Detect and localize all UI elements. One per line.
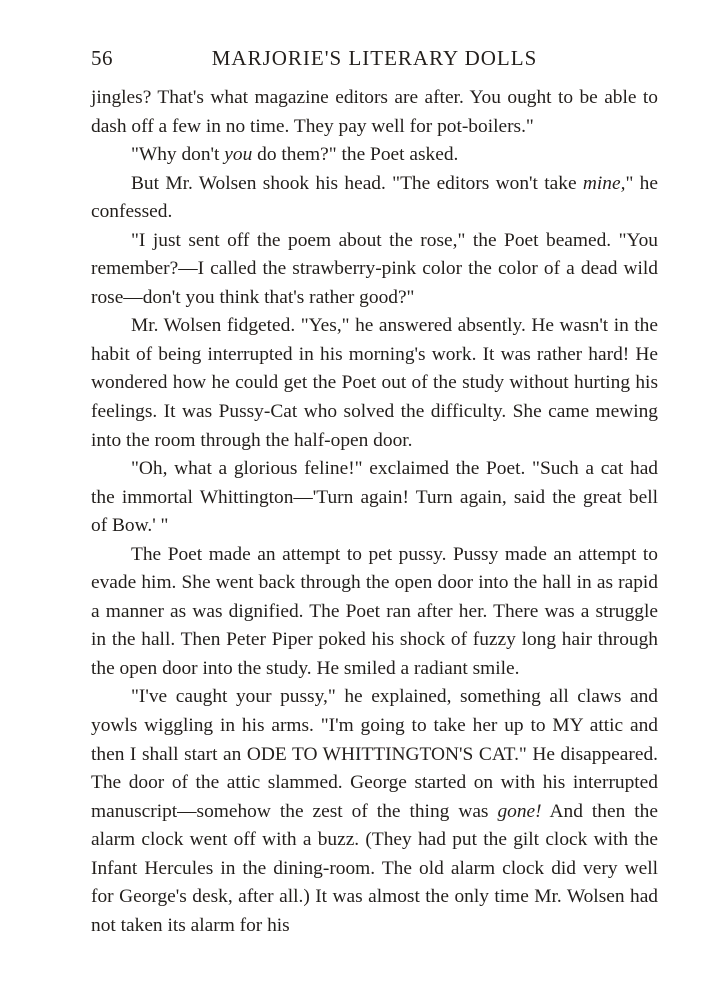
running-head: MARJORIE'S LITERARY DOLLS [211,46,538,70]
text-run: Mr. Wolsen fidgeted. "Yes," he answered absently. He wasn't in the habit of being interrupted in his morning's work. It was rather hard! He wondered how he could get the Poet out of the study without hurting his feelings. It was Pussy-Cat who solved the difficulty. She came mewing into the room through the half-open door. [91,315,658,451]
text-run: jingles? That's what magazine editors are after. You ought to be able to dash off a few in no time. They pay well for pot-boilers." [91,87,658,137]
text-run: "I've caught your pussy," he explained, something all claws and yowls wiggling in his arms. "I'm going to take her up to MY attic and then I shall start an ODE TO WHITTINGTON'S CAT." He disappeared. The door of the attic slammed. George started on with his interrupted manuscript—somehow the zest of the thing was [91,686,658,822]
text-run: "Oh, what a glorious feline!" exclaimed the Poet. "Such a cat had the immortal Whittington—'Turn again! Turn again, said the great bell of Bow.' " [91,458,658,537]
text-run: "Why don't [131,144,225,166]
paragraph [91,683,658,940]
italic-emphasis: mine, [582,172,626,194]
paragraph [91,312,658,455]
italic-emphasis: you [224,144,253,166]
text-run: do them?" the Poet asked. [252,144,459,166]
paragraph [91,541,658,684]
text-run: "I just sent off the poem about the rose," the Poet beamed. "You remember?—I called the strawberry-pink color the color of a dead wild rose—don't you think that's rather good?" [91,229,658,308]
page-header [91,46,658,76]
paragraph [91,141,658,170]
text-run: And then the alarm clock went off with a buzz. (They had put the gilt clock with the Infant Hercules in the dining-room. The old alarm clock did very well for George's desk, after all.) It was almost the only time Mr. Wolsen had not taken its alarm for his [91,800,658,936]
body-text [91,84,658,940]
text-run: The Poet made an attempt to pet pussy. Pussy made an attempt to evade him. She went back through the open door into the hall in as rapid a manner as was dignified. The Poet ran after her. There was a struggle in the hall. Then Peter Piper poked his shock of fuzzy long hair through the open door into the study. He smiled a radiant smile. [91,543,658,679]
italic-emphasis: gone! [497,800,542,822]
paragraph [91,455,658,541]
page-number: 56 [91,46,113,70]
text-run: But Mr. Wolsen shook his head. "The editors won't take [131,172,583,194]
paragraph [91,84,658,141]
paragraph [91,170,658,227]
text-run: " he confessed. [91,172,658,223]
paragraph [91,227,658,313]
